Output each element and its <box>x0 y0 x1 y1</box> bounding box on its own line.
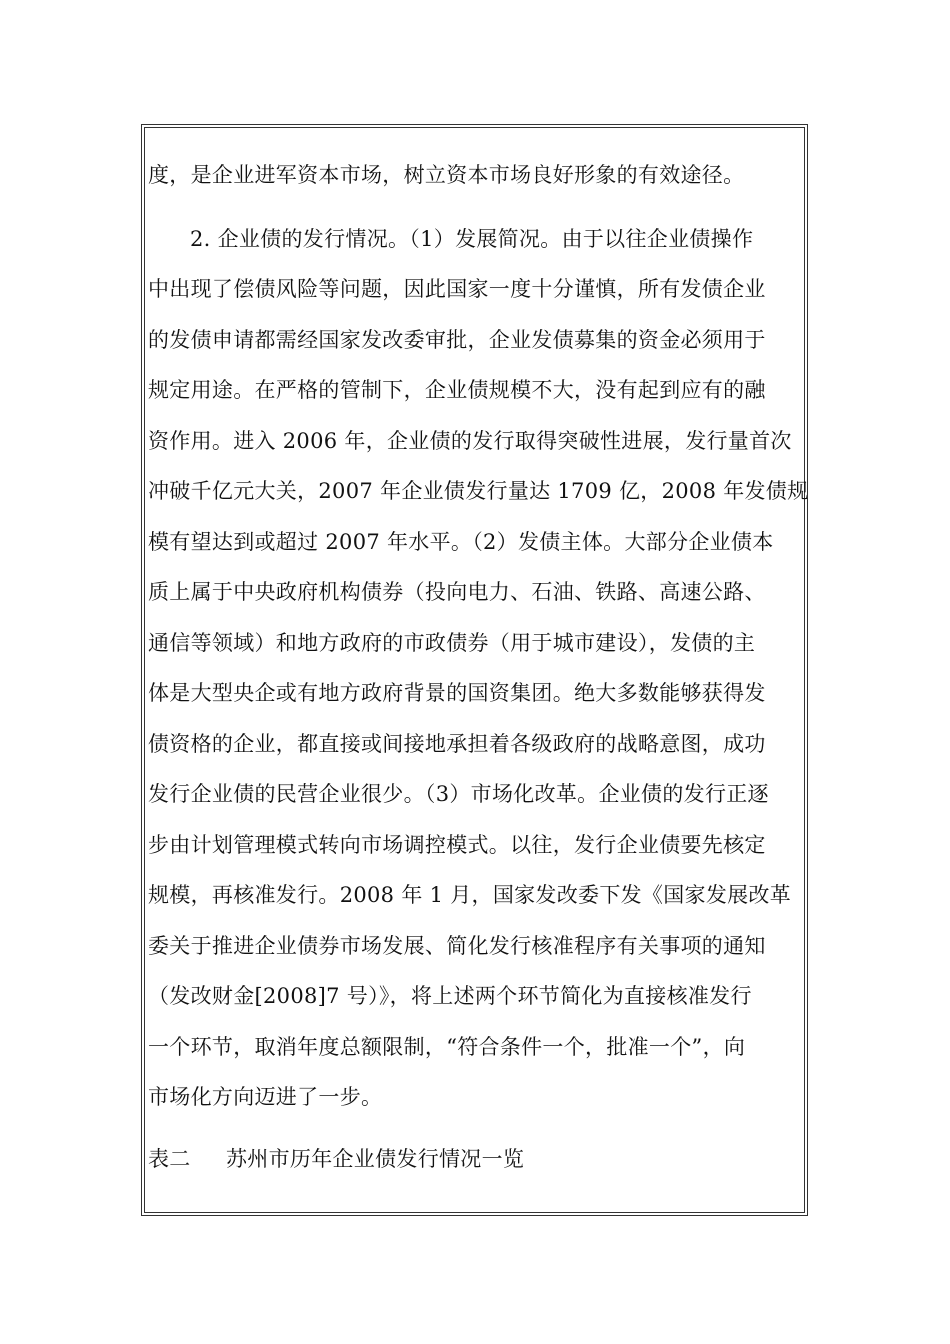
paragraph-line: 市场化方向迈进了一步。 <box>148 1085 383 1109</box>
table-caption-title: 苏州市历年企业债发行情况一览 <box>226 1146 525 1171</box>
paragraph-line: 中出现了偿债风险等问题，因此国家一度十分谨慎，所有发债企业 <box>148 277 766 301</box>
paragraph-line: 步由计划管理模式转向市场调控模式。以往，发行企业债要先核定 <box>148 832 766 857</box>
paragraph-line: 资作用。进入 2006 年，企业债的发行取得突破性进展，发行量首次 <box>148 428 792 453</box>
paragraph-line: 债资格的企业，都直接或间接地承担着各级政府的战略意图，成功 <box>148 731 766 756</box>
paragraph-line: 冲破千亿元大关，2007 年企业债发行量达 1709 亿，2008 年发债规 <box>148 479 809 503</box>
paragraph-line: 发行企业债的民营企业很少。（3）市场化改革。企业债的发行正逐 <box>148 782 769 806</box>
paragraph-line: 规定用途。在严格的管制下，企业债规模不大，没有起到应有的融 <box>148 378 766 402</box>
document-body <box>148 150 809 1184</box>
paragraph-line: 度，是企业进军资本市场，树立资本市场良好形象的有效途径。 <box>148 163 745 187</box>
paragraph-line: 模有望达到或超过 2007 年水平。（2）发债主体。大部分企业债本 <box>148 529 774 554</box>
paragraph-line: 规模，再核准发行。2008 年 1 月，国家发改委下发《国家发展改革 <box>148 883 792 907</box>
paragraph-line: 一个环节，取消年度总额限制，“符合条件一个，批准一个”，向 <box>148 1034 746 1059</box>
paragraph-line: （发改财金[2008]7 号）》，将上述两个环节简化为直接核准发行 <box>148 984 752 1008</box>
table-caption <box>148 1134 803 1185</box>
paragraph-line: 质上属于中央政府机构债券（投向电力、石油、铁路、高速公路、 <box>148 580 766 604</box>
paragraph-line: 2. 企业债的发行情况。（1）发展简况。由于以往企业债操作 <box>190 226 754 251</box>
table-caption-label: 表二 <box>148 1146 191 1171</box>
paragraph-line: 体是大型央企或有地方政府背景的国资集团。绝大多数能够获得发 <box>148 681 766 705</box>
paragraph-line: 通信等领域）和地方政府的市政债券（用于城市建设），发债的主 <box>148 630 756 655</box>
paragraph-line: 的发债申请都需经国家发改委审批，企业发债募集的资金必须用于 <box>148 327 766 352</box>
paragraph-line: 委关于推进企业债券市场发展、简化发行核准程序有关事项的通知 <box>148 933 766 958</box>
